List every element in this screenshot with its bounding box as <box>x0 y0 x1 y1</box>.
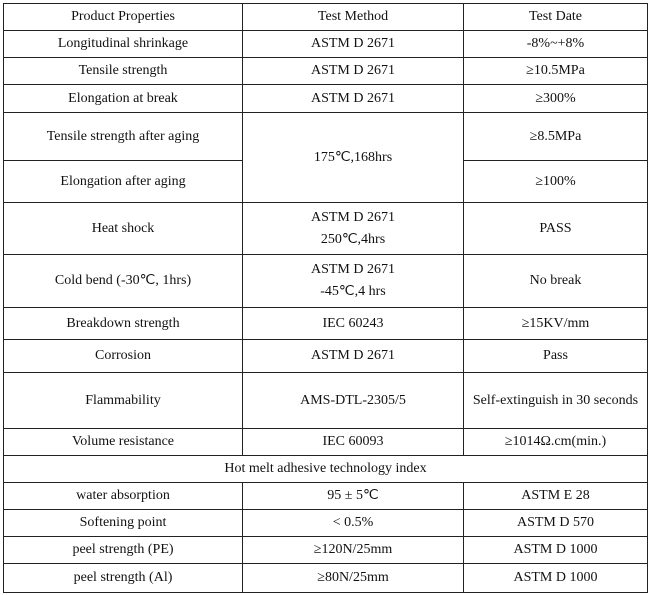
property-cell: Corrosion <box>4 340 243 373</box>
method-cell: ASTM D 2671 <box>243 340 464 373</box>
table-row <box>4 429 648 456</box>
property-cell: Elongation at break <box>4 85 243 113</box>
value-cell: -8%~+8% <box>464 31 648 58</box>
properties-table <box>3 3 648 593</box>
value-cell: 95 ± 5℃ <box>243 483 464 510</box>
method-cell: ASTM D 2671 <box>243 85 464 113</box>
method-line: 250℃,4hrs <box>320 231 386 247</box>
table-row <box>4 340 648 373</box>
table-row <box>4 31 648 58</box>
aging-method-cell: 175℃,168hrs <box>243 113 464 203</box>
header-test-date: Test Date <box>464 4 648 31</box>
section-row <box>4 456 648 483</box>
value-cell: ≥10.5MPa <box>464 58 648 85</box>
table-row <box>4 373 648 429</box>
value-cell: ≥8.5MPa <box>464 113 648 161</box>
value-cell: Pass <box>464 340 648 373</box>
section-title: Hot melt adhesive technology index <box>4 456 648 483</box>
method-line: ASTM D 2671 <box>310 262 395 278</box>
table-row <box>4 113 648 161</box>
table-row <box>4 255 648 308</box>
property-cell: Softening point <box>4 510 243 537</box>
property-cell: Volume resistance <box>4 429 243 456</box>
table-row <box>4 308 648 340</box>
method-cell: ASTM D 1000 <box>464 564 648 593</box>
method-cell: ASTM D 2671 <box>243 31 464 58</box>
property-cell: peel strength (Al) <box>4 564 243 593</box>
value-cell: ≥15KV/mm <box>464 308 648 340</box>
table-row <box>4 58 648 85</box>
method-cell <box>243 203 464 255</box>
value-cell: No break <box>464 255 648 308</box>
table-row <box>4 564 648 593</box>
method-line: -45℃,4 hrs <box>320 284 386 299</box>
property-cell: Cold bend (-30℃, 1hrs) <box>4 255 243 308</box>
property-cell: Tensile strength <box>4 58 243 85</box>
property-cell: Breakdown strength <box>4 308 243 340</box>
table-row <box>4 537 648 564</box>
property-cell: Flammability <box>4 373 243 429</box>
header-test-method: Test Method <box>243 4 464 31</box>
value-cell: ≥80N/25mm <box>243 564 464 593</box>
property-cell: Heat shock <box>4 203 243 255</box>
property-cell: Elongation after aging <box>4 161 243 203</box>
value-cell: < 0.5% <box>243 510 464 537</box>
table-row <box>4 85 648 113</box>
header-row <box>4 4 648 31</box>
property-cell: Tensile strength after aging <box>4 113 243 161</box>
table-row <box>4 203 648 255</box>
value-cell: ≥300% <box>464 85 648 113</box>
method-cell <box>243 255 464 308</box>
value-cell: PASS <box>464 203 648 255</box>
property-cell: water absorption <box>4 483 243 510</box>
method-cell: ASTM D 1000 <box>464 537 648 564</box>
value-cell: ≥100% <box>464 161 648 203</box>
method-cell: IEC 60243 <box>243 308 464 340</box>
table-row <box>4 483 648 510</box>
value-cell: Self-extinguish in 30 seconds <box>464 373 648 429</box>
method-line: ASTM D 2671 <box>310 209 395 225</box>
method-cell: ASTM D 2671 <box>243 58 464 85</box>
property-cell: Longitudinal shrinkage <box>4 31 243 58</box>
method-cell: ASTM E 28 <box>464 483 648 510</box>
property-cell: peel strength (PE) <box>4 537 243 564</box>
method-cell: ASTM D 570 <box>464 510 648 537</box>
table-row <box>4 510 648 537</box>
value-cell: ≥1014Ω.cm(min.) <box>464 429 648 456</box>
header-product-properties: Product Properties <box>4 4 243 31</box>
method-cell: IEC 60093 <box>243 429 464 456</box>
value-cell: ≥120N/25mm <box>243 537 464 564</box>
method-cell: AMS-DTL-2305/5 <box>243 373 464 429</box>
